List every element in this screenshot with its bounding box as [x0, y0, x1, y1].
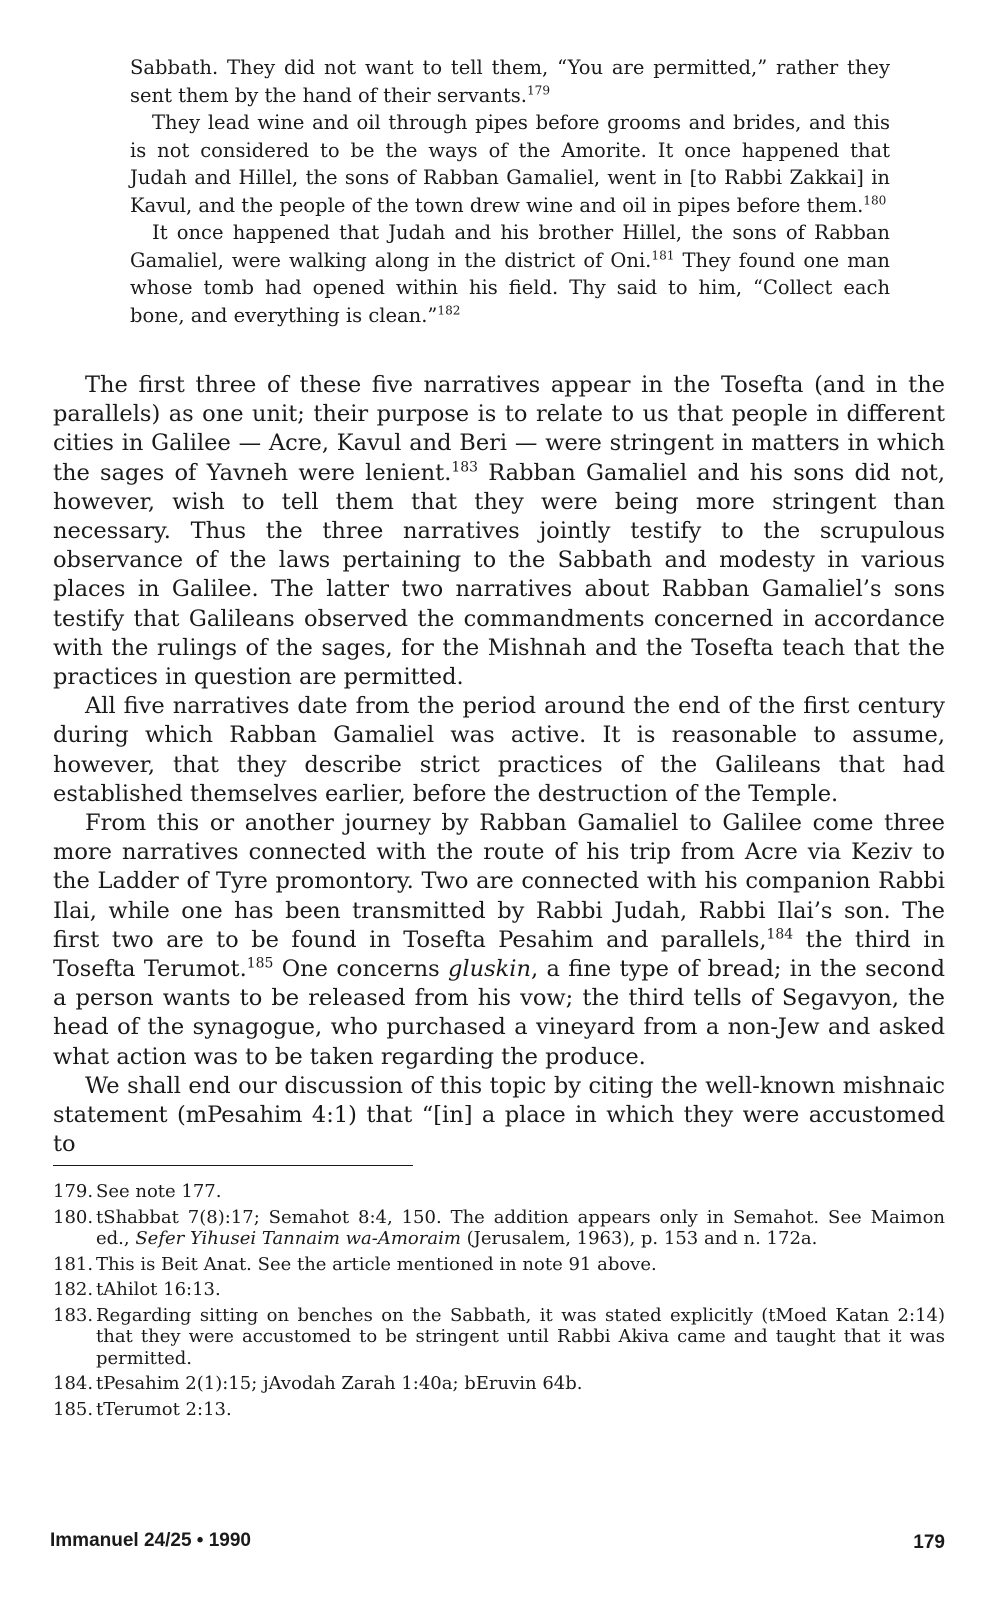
paragraph-text: the third in Tosefta Terumot.: [53, 926, 945, 983]
footnote-text: tPesahim 2(1):15; jAvodah Zarah 1:40a; bEruvin 64b.: [96, 1373, 583, 1394]
block-quotes: [130, 54, 890, 329]
page-number: 179: [913, 1532, 945, 1553]
paragraph-text: , a fine type of bread; in the second a person wants to be released from his vow; the third tells of Segavyon, the head of the synagogue, who purchased a vineyard from a non-Jew and asked what action was to be taken regarding the produce.: [53, 956, 945, 1070]
quote-paragraph-3: [130, 219, 890, 329]
footnote-number: 185.: [53, 1398, 94, 1420]
footnote-ref[interactable]: 181: [651, 248, 675, 262]
footnote-184: [53, 1373, 945, 1395]
footnote-182: [53, 1279, 945, 1301]
paragraph-text: All five narratives date from the period around the end of the first century during which Rabban Gamaliel was active. It is reasonable to assume, however, that they describe strict practices of the Galileans that had established themselves earlier, before the destruction of the Temple.: [53, 693, 945, 807]
footnote-number: 184.: [53, 1373, 94, 1394]
footnote-text: This is Beit Anat. See the article mentioned in note 91 above.: [96, 1253, 657, 1275]
paragraph-text: The first three of these five narratives appear in the Tosefta (and in the parallels) as one unit; their purpose is to relate to us that people in different cities in Galilee — Acre, Kavul and Beri — were stringent in matters in which the sages of Yavneh were lenient.: [53, 372, 945, 486]
footnote-text: tAhilot 16:13.: [96, 1279, 221, 1300]
footnote-ref[interactable]: 185: [246, 955, 274, 972]
footnote-number: 179.: [53, 1181, 94, 1202]
footnote-ref[interactable]: 180: [863, 193, 887, 207]
quote-text: Sabbath. They did not want to tell them, “You are permitted,” rather they sent them by the hand of their servants.: [130, 56, 890, 107]
footnote-ref[interactable]: 182: [437, 303, 461, 317]
paragraph-4: [53, 1072, 945, 1160]
footnote-divider: [53, 1165, 413, 1166]
body-text: [53, 371, 945, 1159]
journal-citation: Immanuel 24/25 • 1990: [50, 1530, 251, 1551]
footnote-185: [53, 1399, 945, 1421]
footnote-179: [53, 1181, 945, 1203]
footnote-180: [53, 1207, 945, 1250]
footnote-text: Regarding sitting on benches on the Sabbath, it was stated explicitly (tMoed Katan 2:14) that they were accustomed to be stringent until Rabbi Akiva came and taught that it was permitted.: [96, 1304, 945, 1369]
footnote-ref[interactable]: 184: [766, 926, 794, 943]
quote-paragraph-1: [130, 54, 890, 109]
book-title: Sefer Yihusei Tannaim wa-Amoraim: [135, 1228, 461, 1249]
footnote-ref[interactable]: 179: [526, 83, 551, 97]
footnote-number: 183.: [53, 1304, 94, 1326]
paragraph-1: [53, 371, 945, 692]
quote-text: It once happened that Judah and his brother Hillel, the sons of Rabban Gamaliel, were walking along in the district of Oni.: [130, 221, 890, 272]
footnote-text: tTerumot 2:13.: [96, 1398, 232, 1420]
quote-text: They found one man whose tomb had opened within his field. Thy said to him, “Collect each bone, and everything is clean.”: [130, 248, 890, 327]
footnote-number: 181.: [53, 1253, 94, 1275]
paragraph-3: [53, 809, 945, 1072]
footnote-181: [53, 1254, 945, 1276]
footnotes: [53, 1181, 945, 1424]
paragraph-text: We shall end our discussion of this topic by citing the well-known mishnaic statement (mPesahim 4:1) that “[in] a place in which they were accustomed to: [53, 1072, 945, 1158]
paragraph-text: Rabban Gamaliel and his sons did not, however, wish to tell them that they were being more stringent than necessary. Thus the three narratives jointly testify to the scrupulous observance of the laws pertaining to the Sabbath and modesty in various places in Galilee. The latter two narratives about Rabban Gamaliel’s sons testify that Galileans observed the commandments concerned in accordance with the rulings of the sages, for the Mishnah and the Tosefta teach that the practices in question are permitted.: [53, 459, 945, 691]
footnote-text-part: tShabbat 7(8):17; Semahot 8:4, 150. The addition appears only in Semahot. See Maimon ed.,: [96, 1206, 945, 1249]
paragraph-text: From this or another journey by Rabban Gamaliel to Galilee come three more narratives connected with the route of his trip from Acre via Keziv to the Ladder of Tyre promontory. Two are connected with his companion Rabbi Ilai, while one has been transmitted by Rabbi Judah, Rabbi Ilai’s son. The first two are to be found in Tosefta Pesahim and parallels,: [53, 810, 945, 953]
paragraph-2: [53, 692, 945, 809]
footnote-183: [53, 1305, 945, 1370]
italic-term: gluskin: [448, 956, 531, 983]
footnote-text-part: (Jerusalem, 1963), p. 153 and n. 172a.: [460, 1228, 818, 1249]
paragraph-text: One concerns: [273, 956, 449, 983]
quote-text: They lead wine and oil through pipes before grooms and brides, and this is not considered to be the ways of the Amorite. It once happened that Judah and Hillel, the sons of Rabban Gamaliel, went in [to Rabbi Zakkai] in Kavul, and the people of the town drew wine and oil in pipes before them.: [130, 111, 890, 217]
footnote-text: See note 177.: [96, 1181, 222, 1202]
footnote-number: 180.: [53, 1206, 94, 1228]
footnote-number: 182.: [53, 1279, 94, 1300]
footnote-text: [96, 1207, 945, 1250]
quote-paragraph-2: [130, 109, 890, 219]
footnote-ref[interactable]: 183: [451, 459, 478, 476]
